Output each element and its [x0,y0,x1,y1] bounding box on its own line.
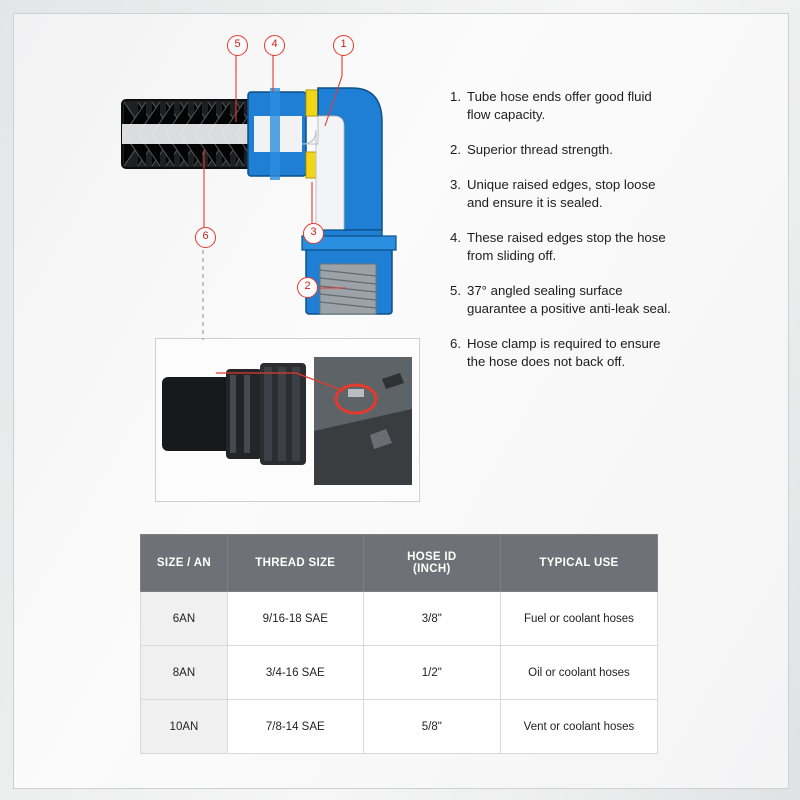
feature-item [450,229,675,265]
feature-number: 6. [450,336,461,351]
cell-use: Fuel or coolant hoses [500,592,657,646]
ninety-degree-elbow [302,88,396,314]
table-row [141,592,658,646]
callout-3: 3 [303,223,324,244]
cell-use: Vent or coolant hoses [500,700,657,754]
table-row [141,700,658,754]
col-hose-id: HOSE ID (INCH) [363,535,500,592]
feature-number: 3. [450,177,461,192]
feature-number: 5. [450,283,461,298]
feature-text: Tube hose ends offer good fluid flow capacity. [467,89,652,122]
cell-hose-id: 1/2" [363,646,500,700]
feature-text: These raised edges stop the hose from sliding off. [467,230,666,263]
feature-item [450,88,675,124]
feature-text: Superior thread strength. [467,142,613,157]
feature-item [450,335,675,371]
cell-thread: 9/16-18 SAE [227,592,363,646]
spec-table-header [141,535,658,592]
braided-hose [122,100,254,168]
inset-connector [195,250,235,346]
feature-text: 37° angled sealing surface guarantee a positive anti-leak seal. [467,283,671,316]
spec-table-body [141,592,658,754]
col-size-an: SIZE / AN [141,535,228,592]
installed-clamp-photo [314,357,412,485]
cell-thread: 7/8-14 SAE [227,700,363,754]
feature-number: 1. [450,89,461,104]
blue-socket [248,88,306,180]
callout-2: 2 [297,277,318,298]
feature-text: Hose clamp is required to ensure the hose does not back off. [467,336,661,369]
hose-clamp-inset [155,338,420,502]
feature-item [450,176,675,212]
col-typical-use: TYPICAL USE [500,535,657,592]
inset-illustration [156,339,419,501]
cell-size: 8AN [141,646,228,700]
spec-table [140,534,658,754]
callout-4: 4 [264,35,285,56]
callout-1: 1 [333,35,354,56]
feature-number: 4. [450,230,461,245]
cell-hose-id: 3/8" [363,592,500,646]
feature-number: 2. [450,142,461,157]
table-header-row [141,535,658,592]
hose-fitting-diagram [120,30,450,330]
fitting-cutaway-illustration [120,30,450,330]
col-thread-size: THREAD SIZE [227,535,363,592]
feature-item [450,282,675,318]
cell-use: Oil or coolant hoses [500,646,657,700]
cell-size: 6AN [141,592,228,646]
black-fitting-photo [162,363,306,465]
cell-hose-id: 5/8" [363,700,500,754]
callout-6: 6 [195,227,216,248]
cell-size: 10AN [141,700,228,754]
feature-list [450,88,675,388]
feature-text: Unique raised edges, stop loose and ensure it is sealed. [467,177,656,210]
table-row [141,646,658,700]
cell-thread: 3/4-16 SAE [227,646,363,700]
raised-edge-upper [306,90,318,116]
feature-item [450,141,675,159]
callout-5: 5 [227,35,248,56]
